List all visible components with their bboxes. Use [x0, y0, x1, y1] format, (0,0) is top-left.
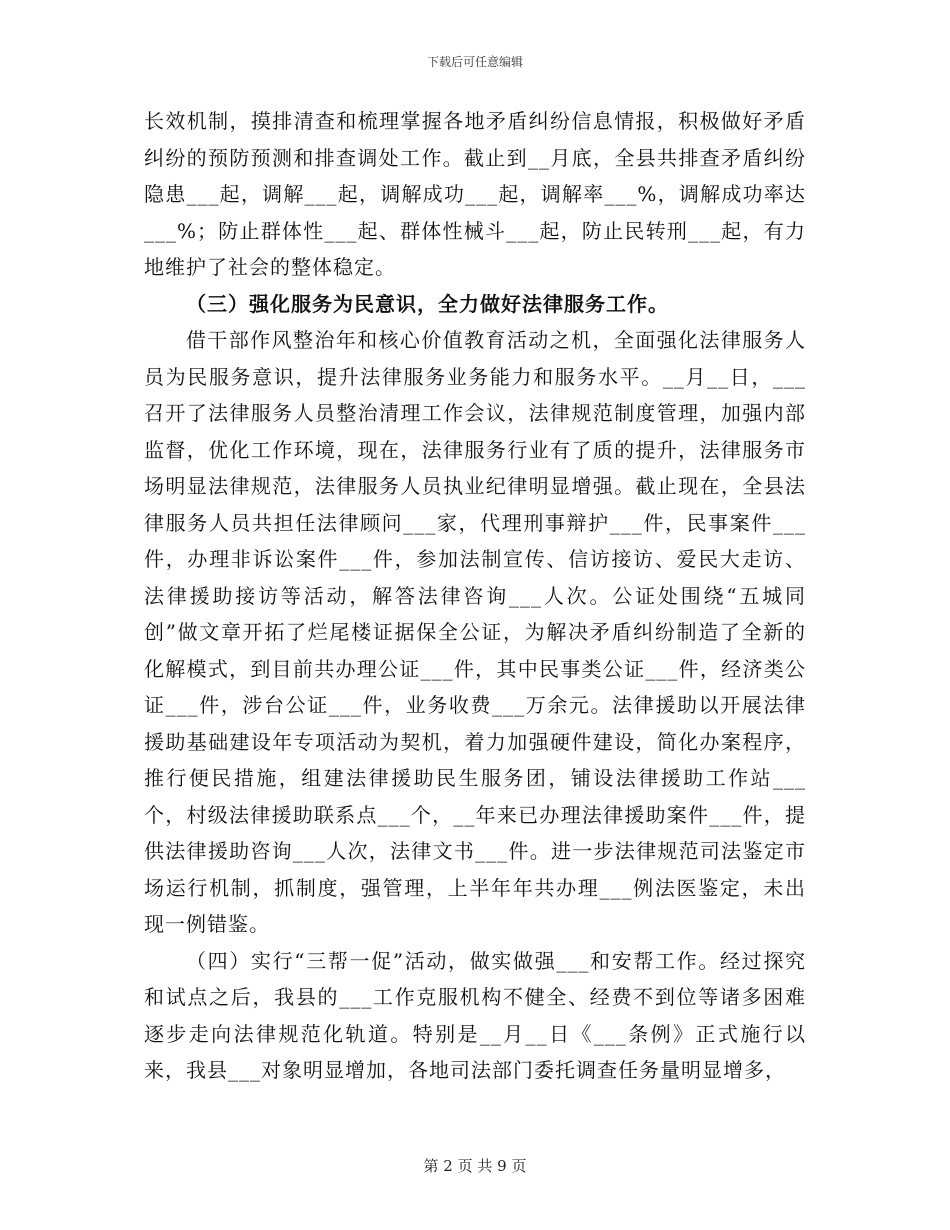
section-heading-3: （三）强化服务为民意识，全力做好法律服务工作。 — [186, 291, 669, 316]
paragraph-legal-services: 借干部作风整治年和核心价值教育活动之机，全面强化法律服务人员为民服务意识，提升法律服务业务能力和服务水平。__月__日，___召开了法律服务人员整治清理工作会议，法律规范制度管理，加强内部监督，优化工作环境，现在，法律服务行业有了质的提升，法律服务市场明显法律规范，法律服务人员执业纪律明显增强。截止现在，全县法律服务人员共担任法律顾问___家，代理刑事辩护___件，民事案件___件，办理非诉讼案件___件，参加法制宣传、信访接访、爱民大走访、法律援助接访等活动，解答法律咨询___人次。公证处围绕“五城同创”做文章开拓了烂尾楼证据保全公证，为解决矛盾纠纷制造了全新的化解模式，到目前共办理公证___件，其中民事类公证___件，经济类公证___件，涉台公证___件，业务收费___万余元。法律援助以开展法律援助基础建设年专项活动为契机，着力加强硬件建设，简化办案程序，推行便民措施，组建法律援助民生服务团，铺设法律援助工作站___个，村级法律援助联系点___个，__年来已办理法律援助案件___件，提供法律援助咨询___人次，法律文书___件。进一步法律规范司法鉴定市场运行机制，抓制度，强管理，上半年年共办理___例法医鉴定，未出现一例错鉴。 — [144, 328, 806, 936]
page-header-note: 下载后可任意编辑 — [426, 55, 523, 69]
paragraph-section-4: （四）实行“三帮一促”活动，做实做强___和安帮工作。经过探究和试点之后，我县的___工作克服机构不健全、经费不到位等诸多困难逐步走向法律规范化轨道。特别是__月__日《___条例》正式施行以来，我县___对象明显增加，各地司法部门委托调查任务量明显增多， — [144, 948, 806, 1082]
page-number: 第 2 页 共 9 页 — [423, 1157, 527, 1175]
document-body — [144, 103, 806, 1089]
paragraph-continuation: 长效机制，摸排清查和梳理掌握各地矛盾纠纷信息情报，积极做好矛盾纠纷的预防预测和排查调处工作。截止到__月底，全县共排查矛盾纠纷隐患___起，调解___起，调解成功___起，调解率___%，调解成功率达___%；防止群体性___起、群体性械斗___起，防止民转刑___起，有力地维护了社会的整体稳定。 — [144, 109, 806, 279]
